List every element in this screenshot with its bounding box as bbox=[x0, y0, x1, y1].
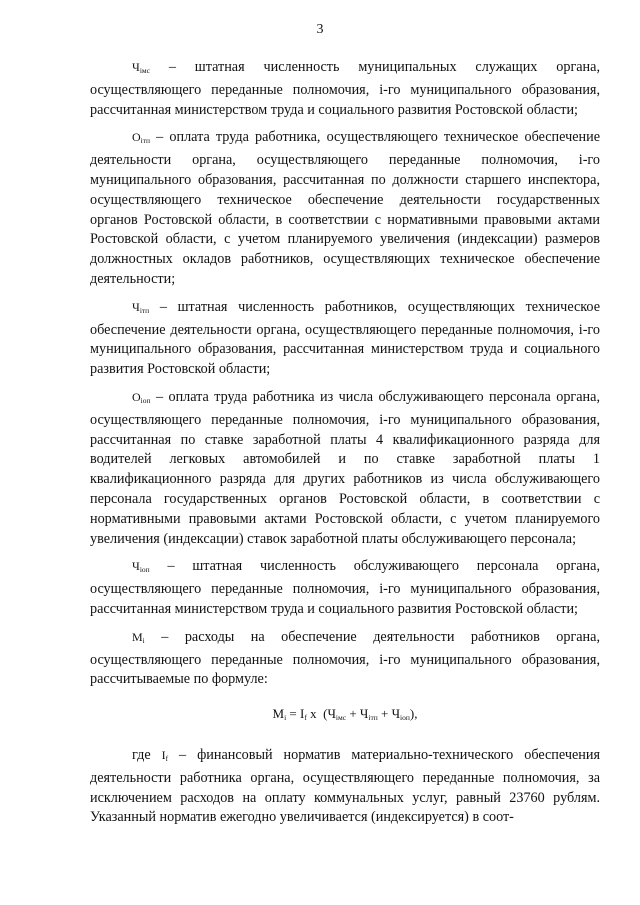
symbol: Ч bbox=[132, 559, 140, 574]
definition-paragraph bbox=[90, 298, 600, 380]
symbol-subscript: iмс bbox=[139, 66, 150, 75]
formula-term-subscript: iтп bbox=[368, 713, 378, 723]
definition-paragraph bbox=[90, 628, 600, 690]
symbol-subscript: iоп bbox=[139, 565, 150, 575]
symbol-subscript: f bbox=[165, 753, 169, 763]
formula bbox=[90, 704, 600, 728]
formula-term-subscript: iмс bbox=[335, 713, 347, 723]
symbol: I bbox=[161, 747, 166, 762]
lead-word: где bbox=[132, 746, 162, 763]
formula-term-subscript: iоп bbox=[400, 713, 410, 723]
formula-term: Ч bbox=[327, 706, 336, 722]
page-number: 3 bbox=[316, 22, 324, 37]
formula-term: Ч bbox=[359, 706, 369, 722]
formula-lhs: М bbox=[272, 706, 285, 722]
symbol-subscript: iоп bbox=[140, 395, 151, 405]
symbol-subscript: iтп bbox=[140, 136, 151, 146]
document-body bbox=[90, 58, 600, 836]
formula-term: Ч bbox=[391, 706, 401, 722]
definition-text: – штатная численность обслуживающего персонала органа, осуществляющего переданные полномочия, i-го муниципального образования, рассчитанная министерством труда и социального развития Ростовской области; bbox=[90, 558, 600, 617]
formula-equals: = bbox=[286, 706, 300, 722]
definition-text: – штатная численность работников, осуществляющих техническое обеспечение деятельности органа, осуществляющего переданные полномочия, i-го муниципального образования, рассчитанная министерством труда и социального развития Ростовской области; bbox=[90, 298, 600, 378]
formula-factor-subscript: f bbox=[304, 713, 307, 723]
symbol-subscript: i bbox=[142, 635, 145, 645]
formula-close: ), bbox=[409, 706, 418, 722]
symbol: О bbox=[132, 130, 141, 145]
formula-factor: I bbox=[300, 706, 305, 722]
definition-paragraph bbox=[90, 388, 600, 549]
definition-paragraph bbox=[90, 557, 600, 619]
definition-text: – расходы на обеспечение деятельности работников органа, осуществляющего переданные полномочия, i-го муниципального образования, рассчитываемые по формуле: bbox=[90, 628, 600, 688]
definition-text: – штатная численность муниципальных служащих органа, осуществляющего переданные полномочия, i-го муниципального образования, рассчитанная министерством труда и социального развития Ростовской области; bbox=[90, 59, 600, 118]
definition-text: – оплата труда работника, осуществляющего техническое обеспечение деятельности органа, осуществляющего переданные полномочия, i-го муниципального образования, рассчитанная по должности старшего инспектора, осуществляющего техническое обеспечение деятельности государственных органов Ростовской области, в соответствии с нормативными правовыми актами Ростовской области, с учетом планируемого увеличения (индексации) размеров должностных окладов работников, осуществляющих техническое обеспечение деятельности; bbox=[90, 129, 600, 287]
symbol: О bbox=[132, 389, 141, 404]
definition-paragraph bbox=[90, 58, 600, 120]
symbol-subscript: iтп bbox=[139, 305, 150, 315]
symbol: М bbox=[132, 629, 143, 644]
definition-text: – оплата труда работника из числа обслуживающего персонала органа, осуществляющего переданные полномочия, i-го муниципального образования, рассчитанная по ставке заработной платы 4 квалификационного разряда для водителей легковых автомобилей и по ставке заработной платы 1 квалификационного разряда для других работников из числа обслуживающего персонала государственных органов Ростовской области, в соответствии с нормативными правовыми актами Ростовской области, с учетом планируемого увеличения (индексации) ставок заработной платы обслуживающего персонала; bbox=[90, 388, 600, 547]
symbol: Ч bbox=[132, 60, 140, 74]
formula-lhs-subscript: i bbox=[284, 713, 287, 723]
formula-plus: + bbox=[346, 706, 360, 722]
definition-text: – финансовый норматив материально-технического обеспечения деятельности работника органа, осуществляющего переданные полномочия, за исключением расходов на оплату коммунальных услуг, равный 23760 рублям. Указанный норматив ежегодно увеличивается (индексируется) в соот- bbox=[90, 746, 600, 826]
formula-plus: + bbox=[377, 706, 392, 722]
symbol: Ч bbox=[132, 299, 140, 314]
definition-paragraph bbox=[90, 746, 600, 828]
formula-times: х ( bbox=[306, 706, 328, 722]
definition-paragraph bbox=[90, 128, 600, 289]
